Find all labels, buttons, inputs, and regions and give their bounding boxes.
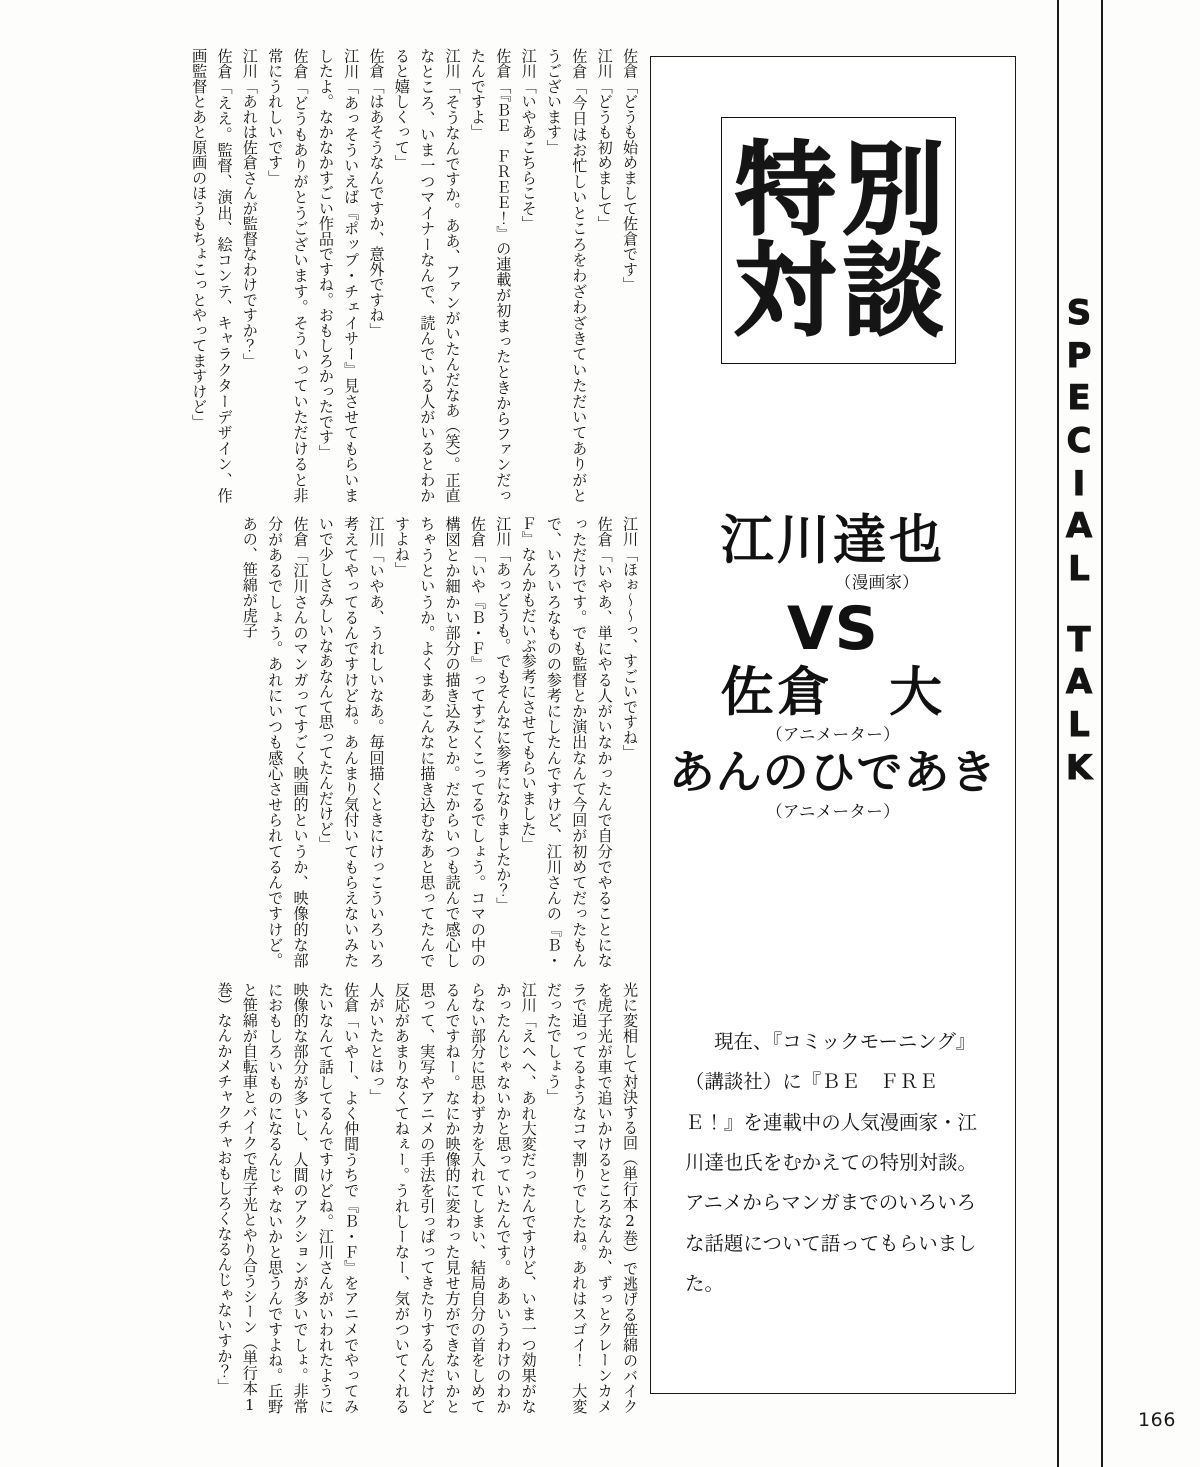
title-char: 別 bbox=[843, 130, 942, 249]
article-paragraph: 江川「あれは佐倉さんが監督なわけですか？」 bbox=[240, 48, 259, 369]
article-paragraph: 佐倉「どうも始めまして佐倉です」 bbox=[621, 48, 639, 293]
host1-role: （アニメーター） bbox=[766, 725, 900, 745]
rail-letter: E bbox=[1067, 378, 1091, 419]
article-paragraph: 佐倉「江川さんのマンガってすごく映画的というか、映像的な部分があるでしょう。あれにいつも感心させられてるんですけど。あの、笹綿が虎子 bbox=[240, 516, 310, 968]
article-paragraph: 佐倉「いやー、よく仲間うちで『Ｂ・Ｆ』をアニメでやってみたいなんて話してるんですけどね。江川さんがいわれたように映像的な部分が多いし、人間のアクションが多いでしょ。非常におもしろいものになるんじゃないかと思うんですよね。丘野と笹綿が自転車とバイクで虎子光とやり合うシーン（単行本1巻）なんかメチャクチャおもしろくなるんじゃないすか？」 bbox=[215, 982, 361, 1414]
rail-letter: L bbox=[1068, 704, 1090, 745]
article-block-middle bbox=[44, 516, 642, 968]
rail-rule-right bbox=[1101, 0, 1103, 1467]
rail-letter: C bbox=[1066, 420, 1092, 461]
intro-paragraph: 現在、『コミックモーニング』（講談社）に『ＢＥ ＦＲＥＥ！』を連載中の人気漫画家・江川達也氏をむかえての特別対談。アニメからマンガまでのいろいろな話題について語ってもらいました。 bbox=[685, 1030, 978, 1296]
title-row-top bbox=[731, 130, 947, 249]
rail-letter: L bbox=[1068, 548, 1090, 589]
article-paragraph: 江川「えへへ、あれ大変だったんですけど、いま一つ効果がなかったんじゃないかと思っていたんです。ああいうわけのわからない部分に思わずカを入れてしまい、結局自分の首をしめてるんですねー。なにか映像的に変わった見せ方ができないかと思って、実写やアニメの手法を引っぱってきたりするんだけど反応があまりなくてねぇー。うれしーなー、気がついてくれる人がいたとはっ」 bbox=[367, 982, 538, 1414]
article-paragraph: 佐倉「今日はお忙しいところをわざわざきていただいてありがとうございます」 bbox=[544, 48, 589, 503]
rail-letter: S bbox=[1066, 293, 1092, 333]
vs-label: VS bbox=[786, 594, 880, 665]
participants-list bbox=[651, 509, 1015, 825]
article-paragraph: 江川「いやあ、うれしいなあ。毎回描くときにけっこういろいろ考えてやってるんですけどね。あんまり気付いてもらえないみたいで少しさみしいなあなんて思ってたんだけど」 bbox=[316, 516, 386, 968]
host2-role: （アニメーター） bbox=[766, 801, 900, 821]
article-paragraph: 江川「いやあこちらこそ」 bbox=[519, 48, 538, 232]
rail-letter: K bbox=[1065, 747, 1093, 788]
guest-role: （漫画家） bbox=[834, 573, 920, 593]
host1-name: 佐倉 大 bbox=[720, 660, 946, 723]
article-paragraph: 江川「ほぉ〜〜っ、すごいですね」 bbox=[621, 516, 639, 761]
guest-name: 江川達也 bbox=[720, 509, 946, 571]
title-plate bbox=[721, 117, 956, 364]
article-paragraph: 佐倉「いや『Ｂ・Ｆ』ってすごくこってるでしょう。コマの中の構図とか細かい部分の描き込みとか。だからいつも読んで感心しちゃうというか。よくまあこんなに描き込むなあと思ってたんですよね」 bbox=[392, 516, 487, 968]
article-paragraph: 光に変相して対決する回（単行本2巻）で逃げる笹綿のバイクを虎子光が車で追いかけるところなんか、ずっとクレーンカメラで追ってるようなコマ割りでしたね。あれはスゴイ！ 大変だったでしょう」 bbox=[544, 982, 639, 1414]
rail-letter: T bbox=[1067, 619, 1091, 660]
article-paragraph: 江川「あっどうも。でもそんなに参考になりましたか？」 bbox=[494, 516, 513, 913]
feature-panel bbox=[650, 56, 1016, 1394]
article-paragraph: 佐倉「どうもありがとうございます。そういっていただけると非常にうれしいです」 bbox=[266, 48, 310, 503]
host2-name: あんのひであき bbox=[668, 745, 998, 800]
article-paragraph: 佐倉「ええ。監督、演出、絵コンテ、キャラクターデザイン、作画監督とあと原画のほうもちょこっとやってますけど」 bbox=[190, 48, 234, 503]
article-paragraph: 江川「そうなんですか。ああ、ファンがいたんだなあ（笑）。正直なところ、いま一つマイナーなんで、読んでいる人がいるとわかると嬉しくって」 bbox=[392, 48, 462, 503]
rail-letter: A bbox=[1065, 506, 1093, 547]
title-row-bottom bbox=[731, 231, 947, 350]
rail-letter: I bbox=[1072, 463, 1086, 504]
special-talk-rail bbox=[1057, 0, 1103, 1467]
rail-letter: P bbox=[1066, 335, 1092, 376]
rail-letter: A bbox=[1065, 662, 1093, 703]
article-paragraph: 佐倉「いやあ、単にやる人がいなかったんで自分でやることになっただけです。でも監督とか演出なんて今回が初めてだったもんで、いろいろなものの参考にしたんですけど、江川さんの『Ｂ・Ｆ』なんかもだいぶ参考にさせてもらいました」 bbox=[519, 516, 614, 968]
article-paragraph: 佐倉「はあそうなんですか、意外ですね」 bbox=[367, 48, 386, 338]
title-char: 特 bbox=[735, 130, 834, 249]
article-paragraph: 佐倉「『ＢＥ ＦＲＥＥ！』の連載が初まったときからファンだったんですよ」 bbox=[468, 48, 513, 503]
article-paragraph: 江川「どうも初めまして」 bbox=[595, 48, 614, 232]
article-paragraph: 江川「あっそういえば『ポップ・チェイサー』見させてもらいましたよ。なかなかすごい作品ですね。おもしろかったです」 bbox=[316, 48, 361, 503]
article-block-opening bbox=[44, 48, 642, 503]
page-number: 166 bbox=[1138, 1409, 1176, 1431]
title-char: 対 bbox=[735, 231, 834, 350]
article-block-bottom bbox=[44, 982, 642, 1414]
title-char: 談 bbox=[843, 231, 942, 350]
rail-label bbox=[1057, 292, 1101, 789]
